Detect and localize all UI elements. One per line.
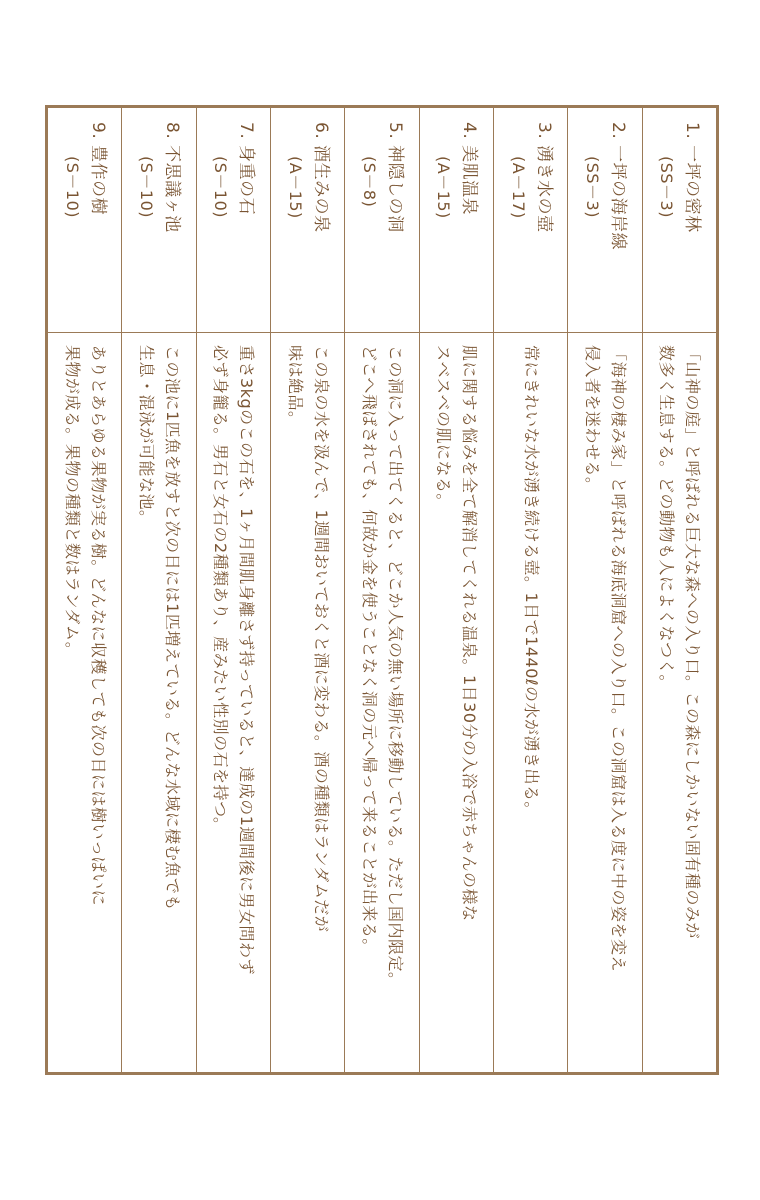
table-row [419, 108, 493, 1073]
table-row [345, 108, 419, 1073]
item-description-line: ありとあらゆる果物が実る樹。どんなに収穫しても次の日には樹いっぱいに [88, 345, 108, 907]
item-rank-code: (S－10) [62, 156, 82, 219]
table-row [122, 108, 196, 1073]
table-row [48, 108, 122, 1073]
item-rank-code: (A－17) [508, 156, 528, 219]
item-description-line: 肌に関する悩みを全て解消してくれる温泉。1日30分の入浴で赤ちゃんの様な [460, 345, 480, 922]
item-name: 2. 一坪の海岸線 [608, 122, 629, 251]
item-description-cell [419, 333, 493, 1073]
item-description-cell [642, 333, 716, 1073]
item-description-line: この泉の水を汲んで、1週間おいておくと酒に変わる。酒の種類はランダムだが [311, 345, 331, 933]
item-description-line: 必ず身籠る。男石と女石の2種類あり、産みたい性別の石を持つ。 [211, 345, 231, 834]
item-description-cell [196, 333, 270, 1073]
item-description-cell [271, 333, 345, 1073]
document-page [45, 105, 719, 1075]
item-description-line: スベスベの肌になる。 [434, 345, 454, 511]
item-rank-code: (S－8) [360, 156, 380, 208]
item-name-cell [345, 108, 419, 333]
item-description-cell [345, 333, 419, 1073]
item-name-cell [48, 108, 122, 333]
item-name: 5. 神隠しの洞 [385, 122, 406, 233]
table-row [494, 108, 568, 1073]
item-description-line: 侵入者を迷わせる。 [583, 345, 603, 494]
item-name: 4. 美肌温泉 [459, 122, 480, 216]
item-description-line: 常にきれいな水が湧き続ける壺。1日で1440ℓの水が湧き出る。 [521, 345, 541, 819]
item-description-line: 味は絶品。 [285, 345, 305, 428]
item-description-line: 数多く生息する。どの動物も人によくなつく。 [657, 345, 677, 692]
item-rank-code: (SS－3) [657, 156, 677, 218]
item-name-cell [568, 108, 642, 333]
table-row [196, 108, 270, 1073]
item-description-line: この洞に入って出てくると、どこか人気の無い場所に移動している。ただし国内限定。 [386, 345, 406, 989]
item-name-cell [494, 108, 568, 333]
table-row [271, 108, 345, 1073]
item-description-line: 重さ3kgのこの石を、1ヶ月間肌身離さず持っていると、達成の1週間後に男女問わず [237, 345, 257, 975]
item-list-table [47, 107, 717, 1073]
item-name: 9. 豊作の樹 [87, 122, 108, 216]
item-description-line: この池に1匹魚を放すと次の日には1匹増えている。どんな水域に棲む魚でも [163, 345, 183, 911]
item-description-cell [122, 333, 196, 1073]
item-name-cell [122, 108, 196, 333]
item-table [45, 105, 719, 1075]
item-rank-code: (SS－3) [583, 156, 603, 218]
item-description-cell [568, 333, 642, 1073]
item-description-line: 果物が成る。果物の種類と数はランダム。 [62, 345, 82, 659]
item-name: 1. 一坪の密林 [682, 122, 703, 233]
item-description-cell [48, 333, 122, 1073]
item-description-line: 生息・混泳が可能な池。 [137, 345, 157, 527]
item-rank-code: (S－10) [211, 156, 231, 219]
item-name-cell [196, 108, 270, 333]
item-description-line: 「山神の庭」と呼ばれる巨大な森への入り口。この森にしかいない固有種のみが [683, 345, 703, 940]
item-rank-code: (A－15) [285, 156, 305, 219]
item-description-line: どこへ飛ばされても、何故か金を使うことなく洞の元へ帰って来ることが出来る。 [360, 345, 380, 955]
item-name-cell [271, 108, 345, 333]
item-name: 8. 不思議ヶ池 [162, 122, 183, 233]
item-description-line: 「海神の棲み家」と呼ばれる海底洞窟への入り口。この洞窟は入る度に中の姿を変え [609, 345, 629, 973]
item-name-cell [419, 108, 493, 333]
item-name-cell [642, 108, 716, 333]
item-rank-code: (A－15) [434, 156, 454, 219]
table-row [642, 108, 716, 1073]
item-name: 6. 酒生みの泉 [310, 122, 331, 233]
item-description-cell [494, 333, 568, 1073]
item-name: 3. 湧き水の壺 [533, 122, 554, 233]
item-name: 7. 身重の石 [236, 122, 257, 216]
table-row [568, 108, 642, 1073]
item-rank-code: (S－10) [137, 156, 157, 219]
